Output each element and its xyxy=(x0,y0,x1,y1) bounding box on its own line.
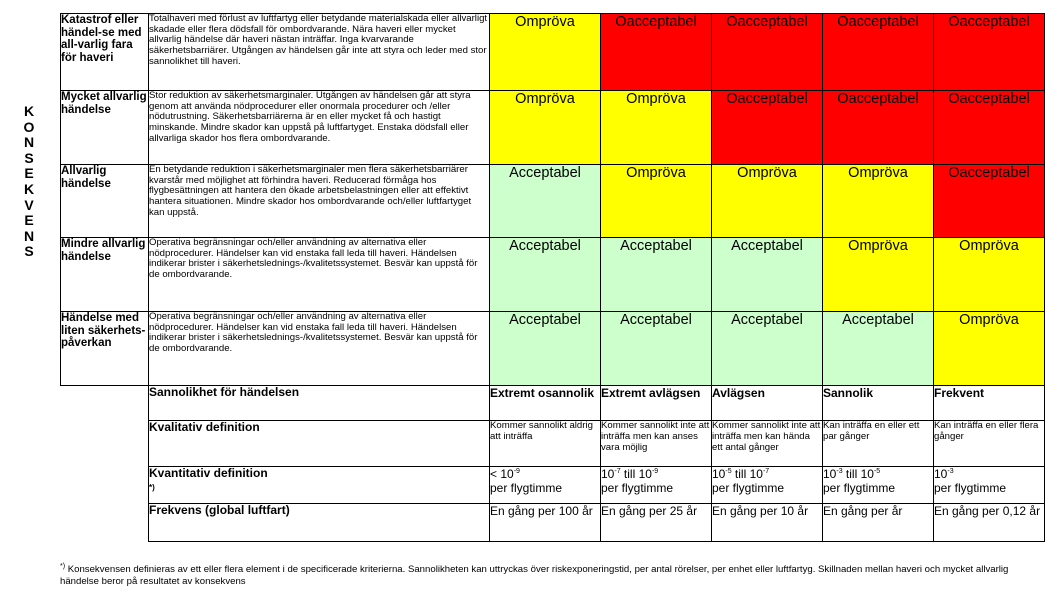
qualitative-definition: Kommer sannolikt aldrig att inträffa xyxy=(490,421,601,467)
risk-cell-green: Acceptabel xyxy=(601,312,712,386)
likelihood-column-header: Extremt osannolik xyxy=(490,386,601,421)
consequence-row xyxy=(61,165,1045,238)
footnote-text: Konsekvensen definieras av ett eller flera element i de specificerade kriterierna. Sannolikheten kan uttryckas över riskexponeringstid, per antal rörelser, per enhet eller luftfartyg. Skillnaden mellan haveri och mycket allvarlig händelse beror på resultatet av konsekvens xyxy=(60,564,1009,587)
quant-unit: per flygtimme xyxy=(601,481,674,495)
quant-exponent: -3 xyxy=(836,468,843,475)
consequence-category: Allvarlig händelse xyxy=(61,165,149,238)
consequence-description: Operativa begränsningar och/eller användning av alternativa eller nödprocedurer. Händelser kan vid enstaka fall leda till haveri. Händelsen indikerar brister i säkerhetslednings-/kvalitetssystemet. Besvär kan uppstå för de ombordvarande. xyxy=(149,238,490,312)
qualitative-label: Kvalitativ definition xyxy=(149,421,490,467)
risk-cell-yellow: Ompröva xyxy=(712,165,823,238)
risk-cell-red: Oacceptabel xyxy=(601,14,712,91)
consequence-description: Stor reduktion av säkerhetsmarginaler. Utgången av händelsen går att styra genom att använda nödprocedurer eller onormala procedurer och /eller nödutrustning. Säkerhetsbarriärerna är en eller mycket få och hastigt minskande. Mindre skador kan uppstå på luftfartyget. Enstaka dödsfall eller allvarliga skador hos flera ombordvarande. xyxy=(149,91,490,165)
qualitative-definition: Kommer sannolikt inte att inträffa men kan hända ett antal gånger xyxy=(712,421,823,467)
side-label-letter: O xyxy=(23,118,35,135)
quantitative-label-text: Kvantitativ definition xyxy=(149,466,268,480)
blank-cell xyxy=(61,421,149,467)
risk-cell-yellow: Ompröva xyxy=(934,312,1045,386)
side-label-letter: V xyxy=(24,196,34,213)
consequence-row xyxy=(61,91,1045,165)
qualitative-definition: Kan inträffa en eller ett par gånger xyxy=(823,421,934,467)
qualitative-row xyxy=(61,421,1045,467)
consequence-category: Mycket allvarlig händelse xyxy=(61,91,149,165)
consequence-category: Katastrof eller händel-se med all-varlig fara för haveri xyxy=(61,14,149,91)
likelihood-column-header: Frekvent xyxy=(934,386,1045,421)
quant-exponent: -5 xyxy=(725,468,732,475)
risk-cell-red: Oacceptabel xyxy=(823,91,934,165)
risk-cell-yellow: Ompröva xyxy=(601,91,712,165)
risk-cell-green: Acceptabel xyxy=(490,165,601,238)
consequence-description: En betydande reduktion i säkerhetsmarginaler men flera säkerhetsbarriärer kvarstår med möjlighet att förhindra haveri. Reducerad förmåga hos flygbesättningen att hantera den ökade arbetsbelastningen eller att effektivt hantera situationen. Mindre skador hos ombordvarande och/eller luftfartyget kan uppstå. xyxy=(149,165,490,238)
quantitative-definition xyxy=(934,467,1045,504)
quant-exponent-2: -9 xyxy=(651,468,659,475)
side-label-letter: E xyxy=(24,165,34,182)
quantitative-definition xyxy=(601,467,712,504)
risk-cell-green: Acceptabel xyxy=(601,238,712,312)
quantitative-footnote-mark: *) xyxy=(149,483,155,492)
consequence-row xyxy=(61,14,1045,91)
side-label-letter: K xyxy=(23,180,35,197)
frequency-value: En gång per 25 år xyxy=(601,504,712,542)
quant-unit: per flygtimme xyxy=(490,481,563,495)
quantitative-definition xyxy=(712,467,823,504)
quant-range: till 10 xyxy=(620,467,652,481)
quant-unit: per flygtimme xyxy=(934,481,1007,495)
frequency-row xyxy=(61,504,1045,542)
side-label-letter: N xyxy=(23,134,35,151)
risk-cell-yellow: Ompröva xyxy=(823,165,934,238)
risk-cell-green: Acceptabel xyxy=(490,238,601,312)
blank-cell xyxy=(61,504,149,542)
consequence-row xyxy=(61,312,1045,386)
risk-cell-red: Oacceptabel xyxy=(712,14,823,91)
risk-cell-yellow: Ompröva xyxy=(601,165,712,238)
quantitative-label xyxy=(149,467,490,504)
footnote-mark: *) xyxy=(60,562,66,570)
risk-cell-yellow: Ompröva xyxy=(490,14,601,91)
likelihood-column-header: Sannolik xyxy=(823,386,934,421)
risk-cell-green: Acceptabel xyxy=(712,312,823,386)
likelihood-header: Sannolikhet för händelsen xyxy=(149,386,490,421)
side-label-letter: E xyxy=(24,212,34,229)
likelihood-header-row xyxy=(61,386,1045,421)
risk-cell-red: Oacceptabel xyxy=(823,14,934,91)
consequence-category: Mindre allvarlig händelse xyxy=(61,238,149,312)
likelihood-column-header: Avlägsen xyxy=(712,386,823,421)
quantitative-definition xyxy=(490,467,601,504)
risk-cell-red: Oacceptabel xyxy=(712,91,823,165)
risk-cell-red: Oacceptabel xyxy=(934,91,1045,165)
quant-base: < 10 xyxy=(490,467,514,481)
quant-exponent: -3 xyxy=(947,468,954,475)
quant-range: till 10 xyxy=(842,467,874,481)
likelihood-column-header: Extremt avlägsen xyxy=(601,386,712,421)
risk-matrix-table xyxy=(60,13,1045,542)
side-label-letter: S xyxy=(24,149,34,166)
risk-cell-green: Acceptabel xyxy=(490,312,601,386)
quantitative-definition xyxy=(823,467,934,504)
consequence-description: Operativa begränsningar och/eller användning av alternativa eller nödprocedurer. Händelser kan vid enstaka fall leda till haveri. Händelsen indikerar brister i säkerhetslednings-/kvalitetssystemet. Besvär kan uppstå för de ombordvarande. xyxy=(149,312,490,386)
risk-cell-yellow: Ompröva xyxy=(490,91,601,165)
frequency-label: Frekvens (global luftfart) xyxy=(149,504,490,542)
consequence-category: Händelse med liten säkerhets-påverkan xyxy=(61,312,149,386)
quant-unit: per flygtimme xyxy=(823,481,896,495)
risk-cell-green: Acceptabel xyxy=(823,312,934,386)
risk-cell-green: Acceptabel xyxy=(712,238,823,312)
side-label-letter: K xyxy=(23,103,35,119)
frequency-value: En gång per 0,12 år xyxy=(934,504,1045,542)
quant-exponent: -9 xyxy=(513,468,520,475)
risk-cell-red: Oacceptabel xyxy=(934,14,1045,91)
quant-exponent-2: -5 xyxy=(873,468,881,475)
konsekvens-vertical-label xyxy=(18,104,40,260)
qualitative-definition: Kommer sannolikt inte att inträffa men kan anses vara möjlig xyxy=(601,421,712,467)
risk-cell-red: Oacceptabel xyxy=(934,165,1045,238)
qualitative-definition: Kan inträffa en eller flera gånger xyxy=(934,421,1045,467)
frequency-value: En gång per 10 år xyxy=(712,504,823,542)
quant-exponent: -7 xyxy=(614,468,621,475)
footnote xyxy=(60,564,1040,587)
consequence-description: Totalhaveri med förlust av luftfartyg eller betydande materialskada eller allvarligt skadade eller flera dödsfall för ombordvarande. Nära haveri eller mycket allvarlig händelse där haveri nästan inträffar. Inga kvarvarande säkerhetsbarriärer. Utgången av händelsen går inte att styra och leder med stor sannolikhet till haveri. xyxy=(149,14,490,91)
side-label-letter: N xyxy=(23,227,35,244)
frequency-value: En gång per 100 år xyxy=(490,504,601,542)
quant-base: 10 xyxy=(934,467,948,481)
quantitative-row xyxy=(61,467,1045,504)
quant-base: 10 xyxy=(712,467,726,481)
side-label-letter: S xyxy=(24,243,34,260)
consequence-row xyxy=(61,238,1045,312)
blank-cell xyxy=(61,467,149,504)
frequency-value: En gång per år xyxy=(823,504,934,542)
quant-range: till 10 xyxy=(731,467,763,481)
risk-cell-yellow: Ompröva xyxy=(934,238,1045,312)
quant-unit: per flygtimme xyxy=(712,481,785,495)
quant-base: 10 xyxy=(601,467,615,481)
quant-exponent-2: -7 xyxy=(762,468,770,475)
blank-cell xyxy=(61,386,149,421)
quant-base: 10 xyxy=(823,467,837,481)
risk-cell-yellow: Ompröva xyxy=(823,238,934,312)
